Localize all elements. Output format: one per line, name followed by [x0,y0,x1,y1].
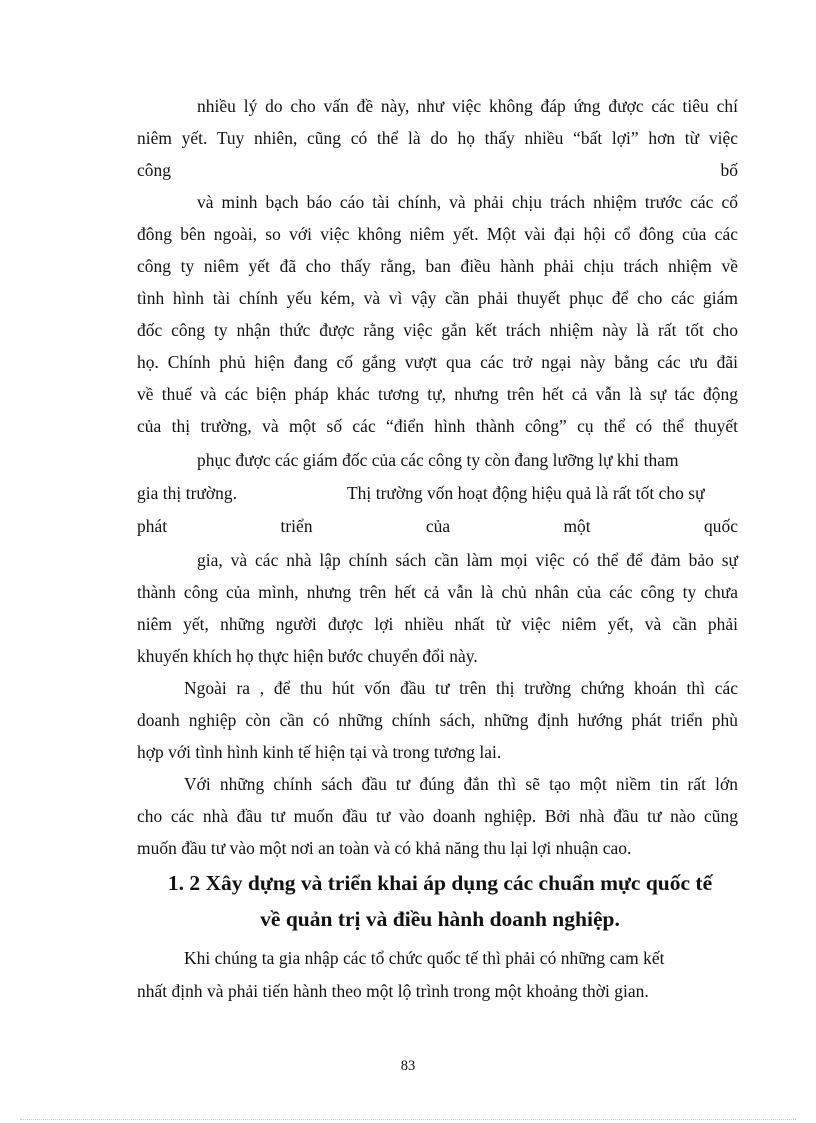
text-line: tình hình tài chính yếu kém, và vì vậy cần phải thuyết phục để cho các giám [137,288,738,308]
page-number: 83 [400,1058,416,1074]
text-line: nhất định và phải tiến hành theo một lộ trình trong một khoảng thời gian. [137,981,649,1001]
text-line: Với những chính sách đầu tư đúng đắn thì sẽ tạo một niềm tin rất lớn [184,774,738,794]
text-line: phát triển của một quốc [137,516,738,536]
text-line: Khi chúng ta gia nhập các tổ chức quốc tế thì phải có những cam kết [184,948,665,968]
text-line: công ty niêm yết đã cho thấy rằng, ban điều hành phải chịu trách nhiệm về [137,256,738,276]
text-line: công bố [137,160,738,180]
text-line: gia, và các nhà lập chính sách cần làm mọi việc có thể để đảm bảo sự [197,550,738,570]
text-line: đốc công ty nhận thức được rằng việc gắn kết trách nhiệm này là rất tốt cho [137,320,738,340]
text-line: nhiều lý do cho vấn đề này, như việc không đáp ứng được các tiêu chí [197,96,738,116]
text-line: cho các nhà đầu tư muốn đầu tư vào doanh nghiệp. Bởi nhà đầu tư nào cũng [137,806,738,826]
text-line: muốn đầu tư vào một nơi an toàn và có khả năng thu lại lợi nhuận cao. [137,838,632,858]
text-line: khuyến khích họ thực hiện bước chuyển đổi này. [137,646,478,666]
text-line: hợp với tình hình kinh tế hiện tại và trong tương lai. [137,742,502,762]
text-line: phục được các giám đốc của các công ty còn đang lưỡng lự khi tham [197,450,679,470]
text-line: và minh bạch báo cáo tài chính, và phải chịu trách nhiệm trước các cổ [197,192,738,212]
text-line: Ngoài ra , để thu hút vốn đầu tư trên thị trường chứng khoán thì các [184,678,738,698]
text-line: về thuế và các biện pháp khác tương tự, nhưng trên hết cả vẫn là sự tác động [137,384,738,404]
section-heading: về quản trị và điều hành doanh nghiệp. [260,907,620,931]
text-line: doanh nghiệp còn cần có những chính sách, những định hướng phát triển phù [137,710,738,730]
section-heading: 1. 2 Xây dựng và triển khai áp dụng các chuẩn mực quốc tế [167,871,713,895]
text-line: niêm yết. Tuy nhiên, cũng có thể là do họ thấy nhiều “bất lợi” hơn từ việc [137,128,738,148]
text-line: niêm yết, những người được lợi nhiều nhất từ việc niêm yết, và cần phải [137,614,738,634]
text-line: gia thị trường. [137,483,238,503]
text-line: thành công của mình, nhưng trên hết cả vẫn là chủ nhân của các công ty chưa [137,582,738,602]
page-divider [20,1119,796,1120]
text-line: họ. Chính phủ hiện đang cố gắng vượt qua các trở ngại này bằng các ưu đãi [137,352,738,372]
text-line: Thị trường vốn hoạt động hiệu quả là rất tốt cho sự [347,483,705,503]
text-line: đông bên ngoài, so với việc không niêm yết. Một vài đại hội cổ đông của các [137,224,738,244]
text-line: của thị trường, và một số các “điển hình thành công” cụ thể có thể thuyết [137,416,738,436]
